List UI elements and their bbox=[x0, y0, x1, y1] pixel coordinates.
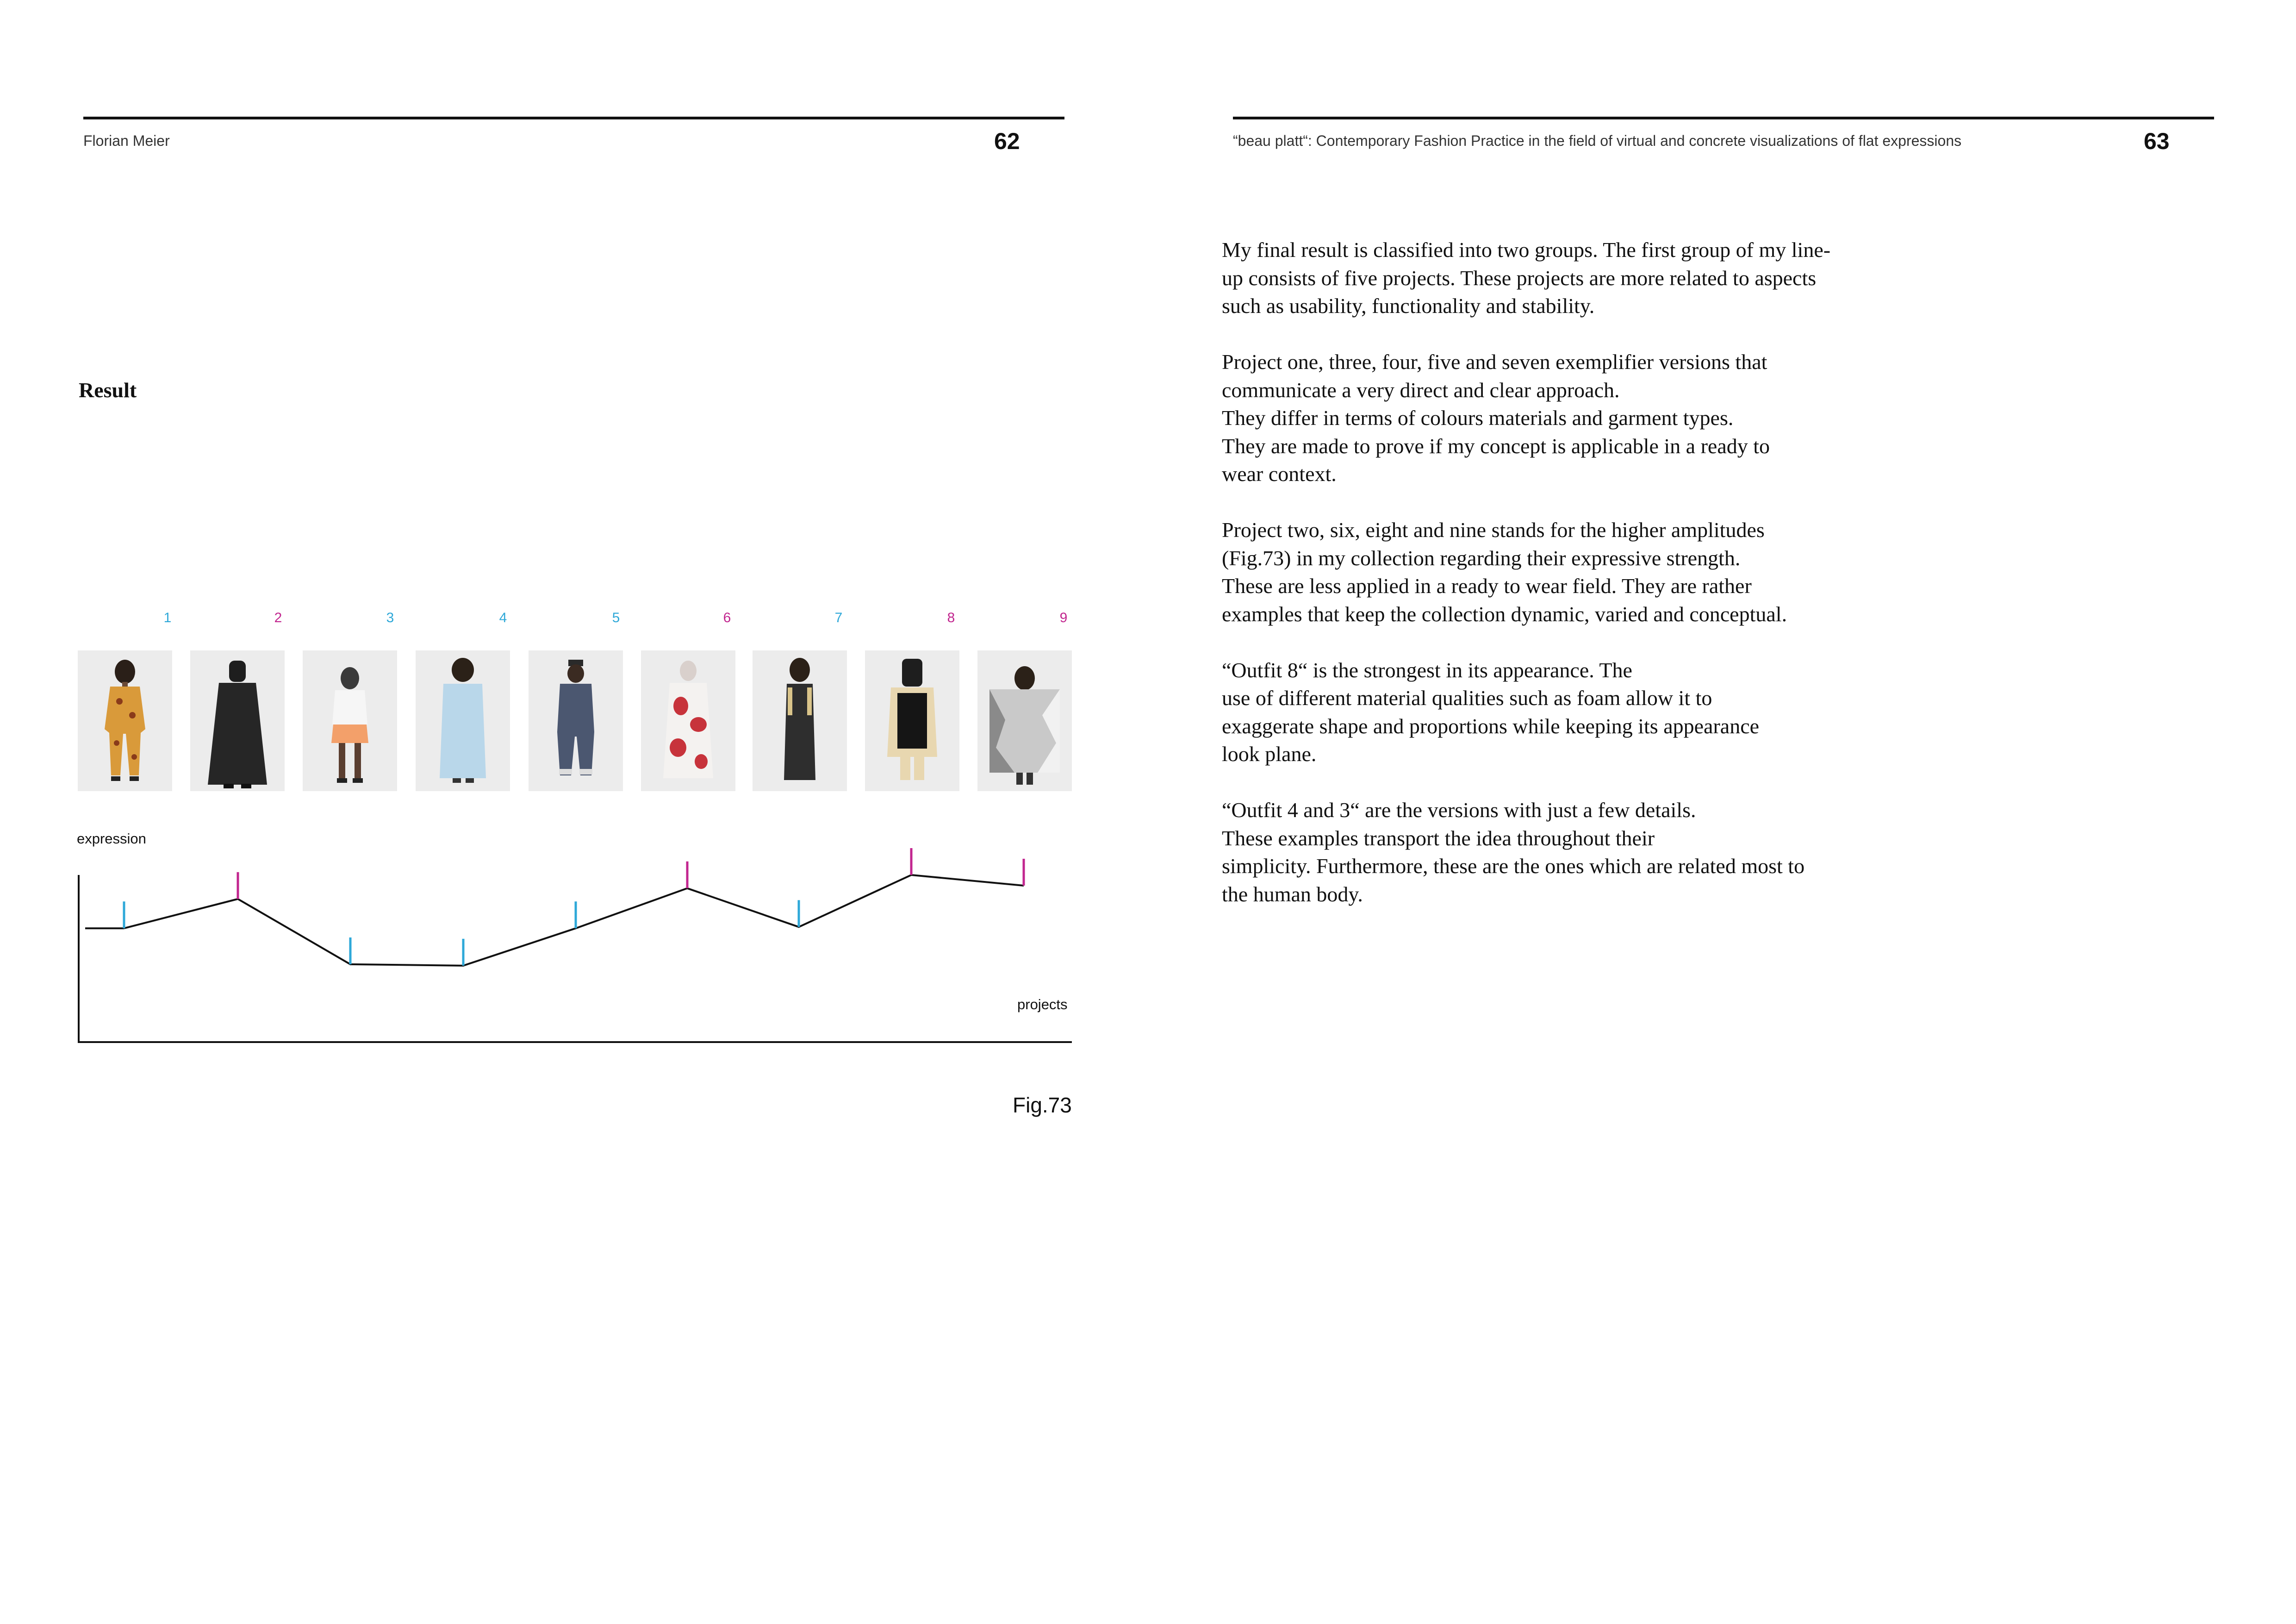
body-line: Project two, six, eight and nine stands for the higher amplitudes bbox=[1222, 518, 1765, 542]
body-line: look plane. bbox=[1222, 742, 1317, 766]
chart-series-line bbox=[124, 875, 1024, 966]
body-line: “Outfit 4 and 3“ are the versions with just a few details. bbox=[1222, 798, 1696, 822]
body-paragraph bbox=[1222, 236, 1888, 320]
body-line: the human body. bbox=[1222, 882, 1363, 906]
body-line: They differ in terms of colours materials and garment types. bbox=[1222, 406, 1734, 430]
header-title: “beau platt“: Contemporary Fashion Practice in the field of virtual and concrete visualizations of flat expressions bbox=[1233, 132, 1962, 149]
body-paragraph bbox=[1222, 796, 1888, 908]
project-number: 5 bbox=[612, 610, 620, 625]
body-paragraph bbox=[1222, 348, 1888, 488]
body-line: These are less applied in a ready to wear field. They are rather bbox=[1222, 574, 1752, 598]
body-paragraph bbox=[1222, 656, 1888, 768]
project-number: 1 bbox=[163, 610, 172, 625]
section-title: Result bbox=[79, 378, 137, 402]
header-rule-right bbox=[1233, 117, 2214, 119]
project-number: 3 bbox=[386, 610, 394, 625]
project-number: 4 bbox=[499, 610, 507, 625]
body-text bbox=[1222, 236, 1888, 937]
x-axis-label: projects bbox=[1017, 996, 1068, 1012]
body-line: communicate a very direct and clear approach. bbox=[1222, 378, 1620, 402]
body-line: up consists of five projects. These projects are more related to aspects bbox=[1222, 266, 1817, 290]
expression-chart bbox=[0, 0, 1111, 1065]
project-number: 9 bbox=[1059, 610, 1068, 625]
page-number-left: 62 bbox=[994, 128, 1020, 154]
body-line: They are made to prove if my concept is applicable in a ready to bbox=[1222, 434, 1770, 458]
body-line: My final result is classified into two groups. The first group of my line- bbox=[1222, 238, 1831, 262]
body-line: use of different material qualities such as foam allow it to bbox=[1222, 686, 1712, 710]
body-line: These examples transport the idea throughout their bbox=[1222, 826, 1655, 850]
body-line: “Outfit 8“ is the strongest in its appearance. The bbox=[1222, 658, 1632, 682]
body-line: exaggerate shape and proportions while keeping its appearance bbox=[1222, 714, 1760, 738]
body-line: wear context. bbox=[1222, 462, 1337, 486]
project-number: 7 bbox=[834, 610, 843, 625]
header-author: Florian Meier bbox=[83, 132, 170, 149]
project-number: 6 bbox=[723, 610, 731, 625]
body-line: such as usability, functionality and stability. bbox=[1222, 294, 1595, 318]
page-number-right: 63 bbox=[2144, 128, 2170, 154]
figure-caption: Fig.73 bbox=[1013, 1093, 1072, 1117]
body-line: Project one, three, four, five and seven exemplifier versions that bbox=[1222, 350, 1767, 374]
body-paragraph bbox=[1222, 516, 1888, 628]
body-line: examples that keep the collection dynamic, varied and conceptual. bbox=[1222, 602, 1787, 626]
body-line: simplicity. Furthermore, these are the ones which are related most to bbox=[1222, 854, 1805, 878]
body-line: (Fig.73) in my collection regarding their expressive strength. bbox=[1222, 546, 1741, 570]
y-axis-label: expression bbox=[77, 831, 146, 847]
project-number: 8 bbox=[947, 610, 955, 625]
project-number: 2 bbox=[274, 610, 282, 625]
